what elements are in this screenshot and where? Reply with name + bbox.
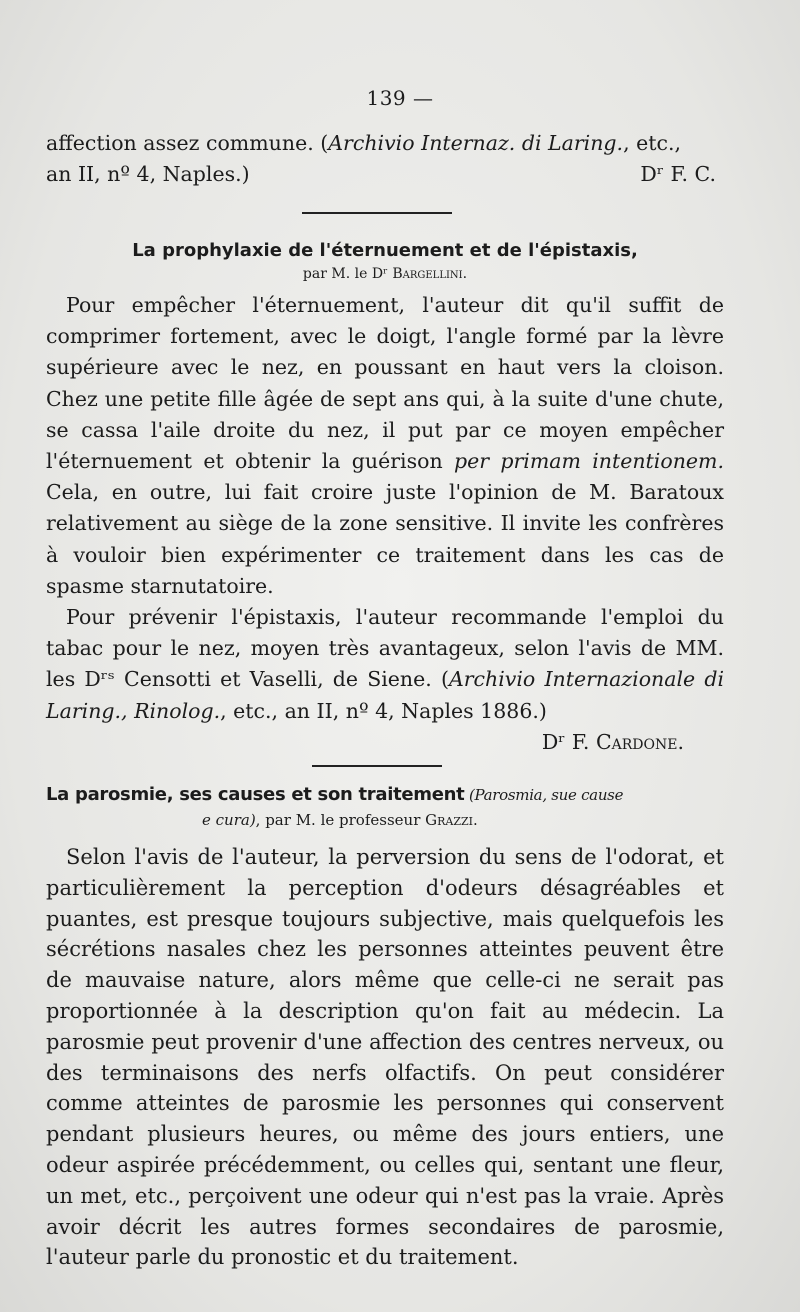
intro-line-1 <box>46 128 724 159</box>
byline-italian: e cura) <box>202 811 256 829</box>
article-title: La prophylaxie de l'éternuement et de l'épistaxis, <box>132 240 638 261</box>
article-paragraph: Selon l'avis de l'auteur, la perversion du sens de l'odorat, et particulièrement la perception d'odeurs désagréables et puantes, est presque toujours subjective, mais quelquefois les sécrétions nasales chez les personnes atteintes peuvent être de mauvaise nature, alors même que celle-ci ne serait pas proportionnée à la description qu'on fait au médecin. La parosmie peut provenir d'une affection des centres nerveux, ou des terminaisons des nerfs olfactifs. On peut considérer comme atteintes de parosmie les personnes qui conservent pendant plusieurs heures, ou même des jours entiers, une odeur aspirée précédemment, ou celles qui, sentant une fleur, un met, etc., perçoivent une odeur qui n'est pas la vraie. Après avoir décrit les autres formes secondaires de parosmie, l'auteur parle du pronostic et du traitement. <box>46 845 724 1270</box>
byline-author: Bargellini. <box>392 266 468 282</box>
article-parosmie <box>46 782 724 1273</box>
byline-prefix: , par M. le professeur <box>255 811 426 829</box>
article-byline <box>46 808 724 832</box>
paragraph-text-cont: Cela, en outre, lui fait croire juste l'opinion de M. Baratoux relativement au siège de la zone sensitive. Il invite les confrères à vouloir bien expérimenter ce traitement dans les cas de spasme starnutatoire. <box>46 480 724 598</box>
byline-prefix: par M. le Dʳ <box>302 266 393 282</box>
byline-author: Grazzi. <box>425 811 478 829</box>
journal-citation: Archivio Internazionale di Laring., Rinolog. <box>46 667 724 723</box>
article-paragraph <box>46 602 724 727</box>
title-italian: (Parosmia, sue cause <box>464 786 624 804</box>
intro-line-2 <box>46 159 724 190</box>
paragraph-text: Pour empêcher l'éternuement, l'auteur dit qu'il suffit de comprimer fortement, avec le doigt, l'angle formé par la lèvre supérieure avec le nez, en poussant en haut vers la cloison. Chez une petite fille âgée de sept ans qui, à la suite d'une chute, se cassa l'aile droite du nez, il put par ce moyen empêcher l'éternuement et obtenir la guérison <box>46 293 724 474</box>
intro-text-end: , etc., <box>623 131 681 155</box>
journal-citation: Archivio Internaz. di Laring. <box>328 131 624 155</box>
previous-article-ending <box>46 128 724 190</box>
intro-citation-end: an II, nº 4, Naples.) <box>46 162 250 187</box>
article-paragraph <box>46 290 724 602</box>
article-title <box>46 782 724 808</box>
section-divider <box>302 212 452 214</box>
section-divider <box>312 765 442 767</box>
article-byline <box>46 264 724 284</box>
paragraph-text: Pour prévenir l'épistaxis, l'auteur recommande l'emploi du tabac pour le nez, moyen très avantageux, selon l'avis de MM. les Dʳˢ Censotti et Vaselli, de Siene. ( <box>46 605 724 692</box>
title-text: La parosmie, ses causes et son traitement <box>46 784 465 805</box>
article-prophylaxie <box>46 238 724 758</box>
paragraph-text-cont: , etc., an II, nº 4, Naples 1886.) <box>220 698 547 723</box>
latin-phrase: per primam intentionem. <box>453 449 724 474</box>
intro-text: affection assez commune. ( <box>46 131 329 155</box>
intro-signature: Dʳ F. C. <box>640 162 716 187</box>
page-number: 139 — <box>366 86 434 110</box>
article-signature: Dʳ F. Cardone. <box>541 729 684 754</box>
